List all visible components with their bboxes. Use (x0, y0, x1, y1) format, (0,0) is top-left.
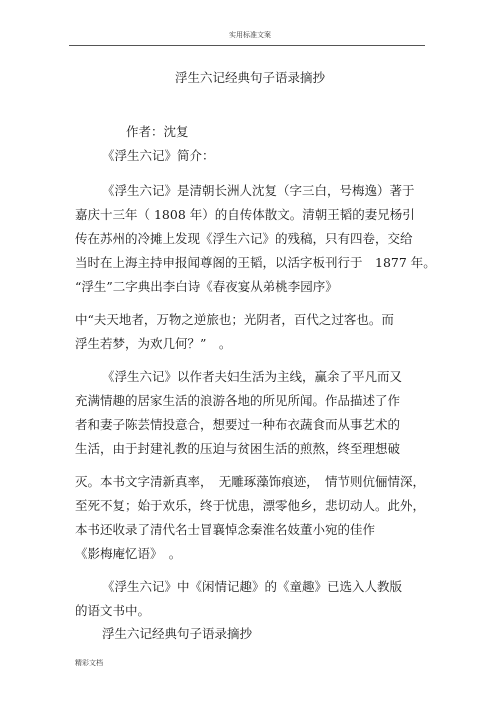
paragraph-line: 《浮生六记》中《闲情记趣》的《童趣》已选入人教版 (102, 579, 403, 594)
paragraph-line: 《浮生六记》是清朝长洲人沈复（字三白，号梅逸）著于 (102, 183, 415, 198)
paragraph-line: 嘉庆十三年（ 1808 年）的自传体散文。清朝王韬的妻兄杨引 (75, 207, 415, 222)
document-title: 浮生六记经典句子语录摘抄 (174, 70, 325, 85)
paragraph-line: 《浮生六记》以作者夫妇生活为主线，赢余了平凡而又 (102, 369, 403, 384)
paragraph-line: 生活，由于封建礼教的压迫与贫困生活的煎熬，终至理想破 (75, 441, 401, 456)
header-divider (69, 45, 425, 46)
paragraph-line: 的语文书中。 (75, 603, 151, 618)
paragraph-line: 本书还收录了清代名士冒襄悼念秦淮名妓董小宛的佳作 (75, 522, 376, 537)
paragraph-line: 者和妻子陈芸情投意合，想要过一种布衣蔬食而从事艺术的 (75, 417, 401, 432)
paragraph-line: “浮生”二字典出李白诗《春夜宴从弟桃李园序》 (75, 279, 338, 294)
section-heading: 浮生六记经典句子语录摘抄 (102, 626, 253, 641)
paragraph-line: 灭。本书文字清新真率， 无雕琢藻饰痕迹， 情节则伉俪情深， (75, 474, 426, 489)
author-line: 作者：沈复 (126, 124, 189, 139)
paragraph-line: 至死不复；始于欢乐，终于忧患，漂零他乡，悲切动人。此外， (75, 498, 426, 513)
paragraph-line: 充满情趣的居家生活的浪游各地的所见所闻。作品描述了作 (75, 393, 401, 408)
page-header: 实用标准文案 (229, 31, 271, 39)
paragraph-line: 《影梅庵忆语》 。 (75, 546, 182, 561)
paragraph-line: 当时在上海主持申报闻尊阁的王韬，以活字板刊行于 1877 年。 (75, 255, 436, 270)
paragraph-line: 浮生若梦，为欢几何？” 。 (75, 336, 232, 351)
paragraph-line: 中“夫天地者，万物之逆旅也；光阴者，百代之过客也。而 (75, 312, 394, 327)
page-footer: 精彩文档 (75, 659, 103, 667)
paragraph-line: 传在苏州的冷摊上发现《浮生六记》的残稿，只有四卷，交给 (75, 231, 413, 246)
intro-heading: 《浮生六记》简介： (102, 148, 215, 163)
